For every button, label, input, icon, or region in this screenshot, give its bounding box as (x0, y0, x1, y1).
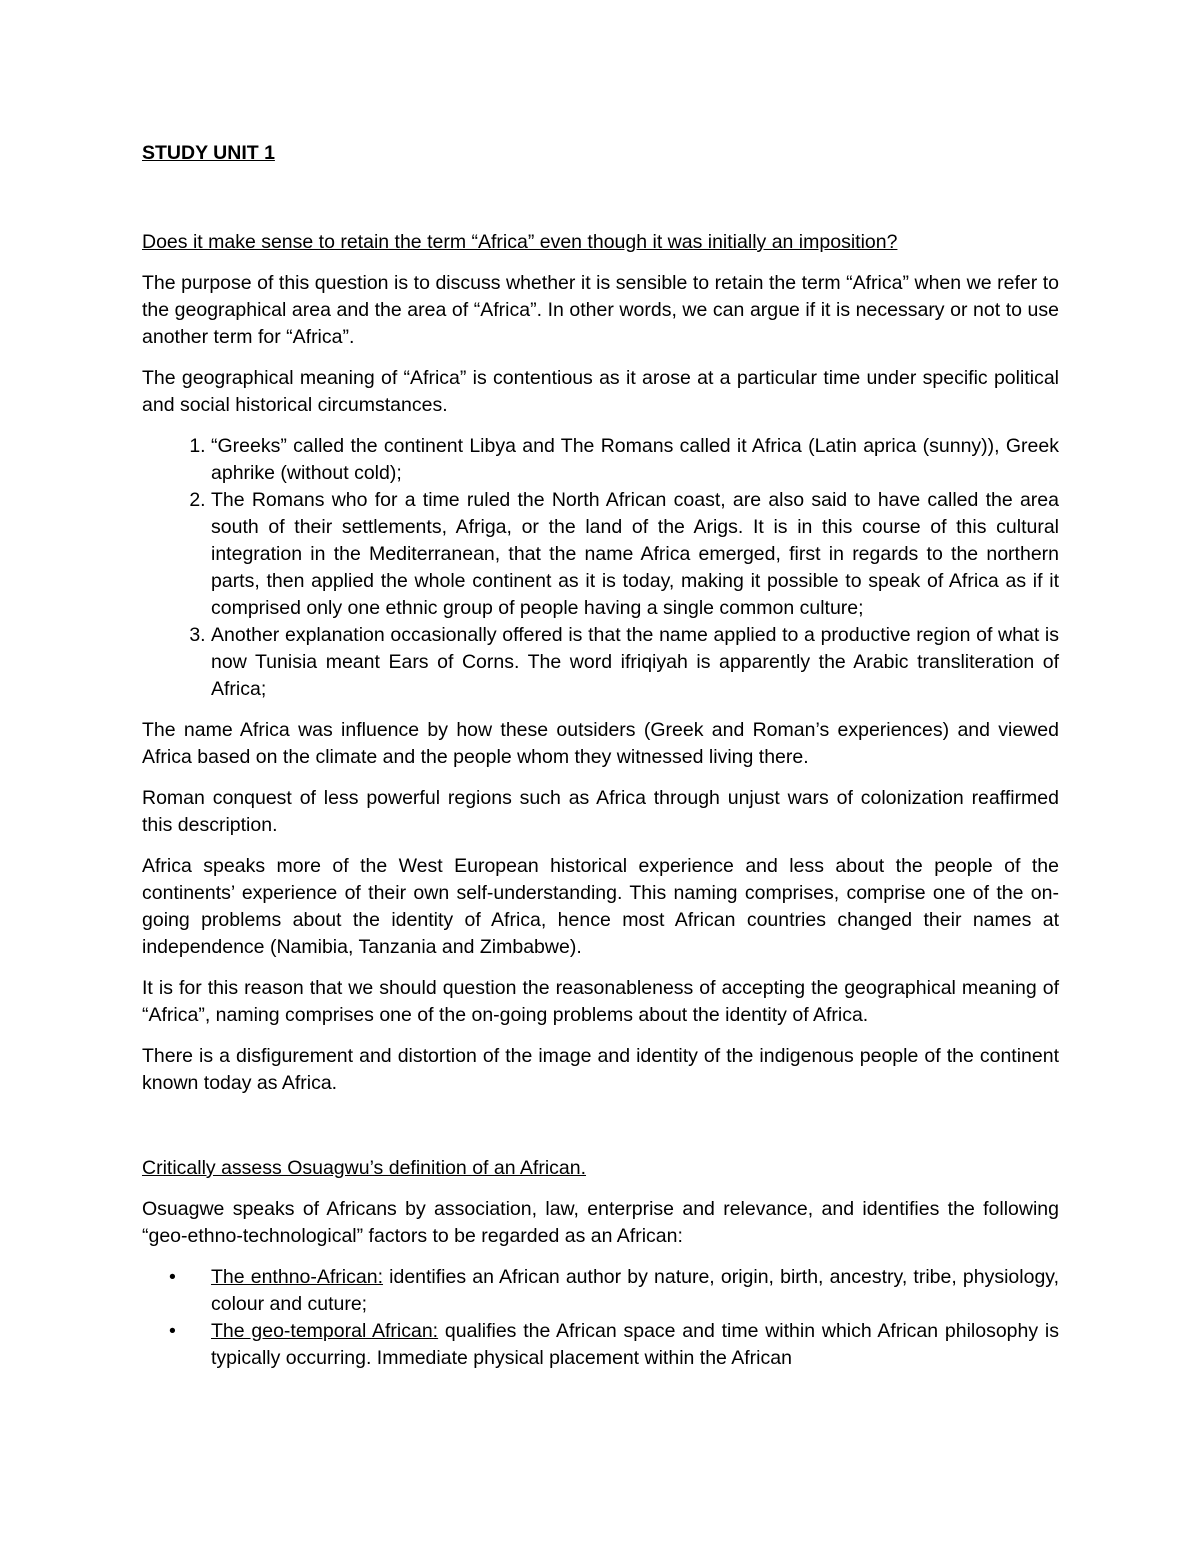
bullet-text: qualifies the African space and time within which African philosophy is typically occurring. Immediate physical placement within the African (211, 1320, 1059, 1369)
list-item (169, 1318, 1059, 1372)
section1-question: Does it make sense to retain the term “Africa” even though it was initially an imposition? (142, 231, 898, 253)
paragraph: Osuagwe speaks of Africans by association, law, enterprise and relevance, and identifies the following “geo-ethno-technological” factors to be regarded as an African: (142, 1198, 1059, 1247)
list-item: 3. Another explanation occasionally offered is that the name applied to a productive region of what is now Tunisia meant Ears of Corns. The word ifriqiyah is apparently the Arabic transliteration of Africa; (211, 622, 1059, 703)
paragraph: There is a disfigurement and distortion of the image and identity of the indigenous people of the continent known today as Africa. (142, 1045, 1059, 1094)
paragraph: The geographical meaning of “Africa” is contentious as it arose at a particular time under specific political and social historical circumstances. (142, 367, 1059, 416)
bullet-icon: • (169, 1266, 176, 1288)
bullet-list (142, 1264, 1059, 1372)
bullet-icon: • (169, 1320, 176, 1342)
document-page (142, 140, 1059, 1386)
list-item (169, 1264, 1060, 1318)
document-title: STUDY UNIT 1 (142, 142, 275, 164)
paragraph: It is for this reason that we should question the reasonableness of accepting the geographical meaning of “Africa”, naming comprises one of the on-going problems about the identity of Africa. (142, 977, 1059, 1026)
section2-question: Critically assess Osuagwu’s definition of an African. (142, 1157, 587, 1179)
list-item: 2. The Romans who for a time ruled the North African coast, are also said to have called the area south of their settlements, Afriga, or the land of the Arigs. It is in this course of this cultural integration in the Mediterranean, that the name Africa emerged, first in regards to the northern parts, then applied the whole continent as it is today, making it possible to speak of Africa as if it comprised only one ethnic group of people having a single common culture; (211, 487, 1059, 622)
numbered-list (142, 433, 1059, 703)
bullet-term: The enthno-African: (211, 1266, 383, 1288)
bullet-term: The geo-temporal African: (211, 1320, 439, 1342)
spacer (142, 1111, 1059, 1155)
paragraph: Africa speaks more of the West European historical experience and less about the people of the continents’ experience of their own self-understanding. This naming comprises, comprise one of the on-going problems about the identity of Africa, hence most African countries changed their names at independence (Namibia, Tanzania and Zimbabwe). (142, 855, 1059, 958)
bullet-text: identifies an African author by nature, origin, birth, ancestry, tribe, physiology, colour and cuture; (211, 1266, 1060, 1315)
paragraph: The purpose of this question is to discuss whether it is sensible to retain the term “Africa” when we refer to the geographical area and the area of “Africa”. In other words, we can argue if it is necessary or not to use another term for “Africa”. (142, 272, 1059, 348)
paragraph: Roman conquest of less powerful regions such as Africa through unjust wars of colonization reaffirmed this description. (142, 787, 1059, 836)
list-item: 1. “Greeks” called the continent Libya and The Romans called it Africa (Latin aprica (sunny)), Greek aphrike (without cold); (211, 433, 1059, 487)
paragraph: The name Africa was influence by how these outsiders (Greek and Roman’s experiences) and viewed Africa based on the climate and the people whom they witnessed living there. (142, 719, 1059, 768)
